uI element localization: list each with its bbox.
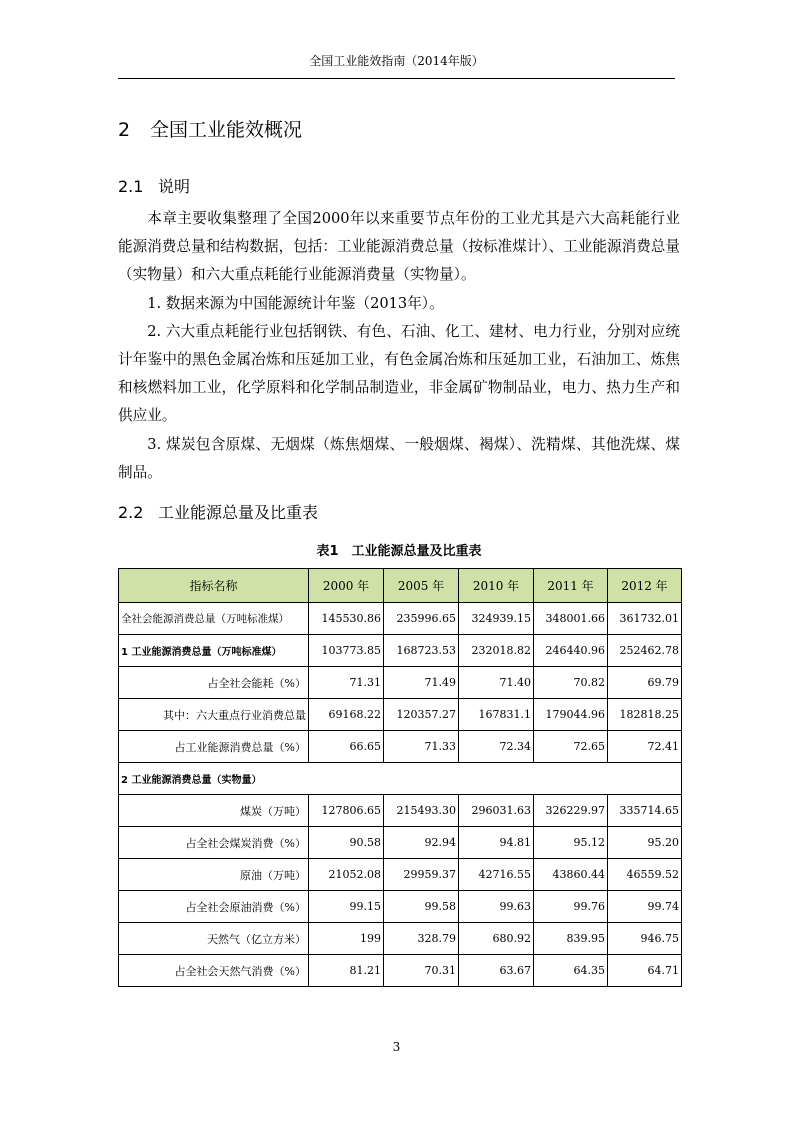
table-cell: 168723.53 (384, 635, 459, 667)
section-number: 2.1 (118, 177, 144, 196)
table-cell: 29959.37 (384, 859, 459, 891)
row-label: 其中：六大重点行业消费总量 (119, 699, 309, 731)
table-cell: 246440.96 (534, 635, 608, 667)
table-cell: 46559.52 (608, 859, 682, 891)
row-label: 原油（万吨） (119, 859, 309, 891)
energy-table (118, 568, 682, 987)
table-cell: 71.49 (384, 667, 459, 699)
row-label: 占全社会天然气消费（%） (119, 955, 309, 987)
table-cell: 235996.65 (384, 603, 459, 635)
table-cell: 42716.55 (459, 859, 534, 891)
table-cell: 326229.97 (534, 795, 608, 827)
table-cell: 99.74 (608, 891, 682, 923)
table-cell: 215493.30 (384, 795, 459, 827)
paragraph: 本章主要收集整理了全国2000年以来重要节点年份的工业尤其是六大高耗能行业能源消费总量和结构数据，包括：工业能源消费总量（按标准煤计）、工业能源消费总量（实物量）和六大重点耗能行业能源消费量（实物量）。 (118, 210, 680, 284)
table-cell: 71.33 (384, 731, 459, 763)
table-cell: 72.34 (459, 731, 534, 763)
table-cell: 324939.15 (459, 603, 534, 635)
table-row (119, 859, 682, 891)
table-cell: 71.40 (459, 667, 534, 699)
table-row (119, 635, 682, 667)
body-text (118, 205, 680, 487)
table-caption: 表1 工业能源总量及比重表 (316, 544, 482, 559)
table-row (119, 955, 682, 987)
row-label: 占全社会煤炭消费（%） (119, 827, 309, 859)
table-section-row (119, 763, 682, 795)
column-header: 2005 年 (384, 569, 459, 603)
table-cell: 946.75 (608, 923, 682, 955)
table-cell: 21052.08 (309, 859, 384, 891)
table-cell: 69168.22 (309, 699, 384, 731)
section-title: 说明 (158, 177, 191, 196)
table-cell: 145530.86 (309, 603, 384, 635)
table-cell: 92.94 (384, 827, 459, 859)
section-heading-2-2 (118, 501, 318, 525)
table-cell: 94.81 (459, 827, 534, 859)
table-cell: 90.58 (309, 827, 384, 859)
table-cell: 839.95 (534, 923, 608, 955)
paragraph: 2. 六大重点耗能行业包括钢铁、有色、石油、化工、建材、电力行业，分别对应统计年鉴中的黑色金属冶炼和压延加工业，有色金属冶炼和压延加工业，石油加工、炼焦和核燃料加工业，化学原料和化学制品制造业，非金属矿物制品业，电力、热力生产和供应业。 (118, 322, 680, 425)
table-row (119, 795, 682, 827)
table-cell: 252462.78 (608, 635, 682, 667)
section-number: 2.2 (118, 503, 144, 522)
table-row (119, 699, 682, 731)
table-cell: 296031.63 (459, 795, 534, 827)
table-cell: 71.31 (309, 667, 384, 699)
chapter-heading (118, 116, 302, 144)
table-cell: 99.15 (309, 891, 384, 923)
table-cell: 70.31 (384, 955, 459, 987)
chapter-title: 全国工业能效概况 (150, 119, 303, 141)
table-cell: 72.65 (534, 731, 608, 763)
row-label: 煤炭（万吨） (119, 795, 309, 827)
table-cell: 179044.96 (534, 699, 608, 731)
table-cell: 335714.65 (608, 795, 682, 827)
row-label: 2 工业能源消费总量（实物量） (119, 763, 682, 795)
table-cell: 95.20 (608, 827, 682, 859)
row-label: 1 工业能源消费总量（万吨标准煤） (119, 635, 309, 667)
section-heading-2-1 (118, 175, 190, 199)
table-cell: 103773.85 (309, 635, 384, 667)
table-cell: 69.79 (608, 667, 682, 699)
column-header: 指标名称 (119, 569, 309, 603)
page-number: 3 (392, 1040, 401, 1054)
row-label: 占全社会能耗（%） (119, 667, 309, 699)
row-label: 占工业能源消费总量（%） (119, 731, 309, 763)
table-cell: 182818.25 (608, 699, 682, 731)
table-cell: 81.21 (309, 955, 384, 987)
table-row (119, 923, 682, 955)
table-cell: 232018.82 (459, 635, 534, 667)
table-cell: 167831.1 (459, 699, 534, 731)
column-header: 2011 年 (534, 569, 608, 603)
table-cell: 348001.66 (534, 603, 608, 635)
table-row (119, 827, 682, 859)
table-cell: 72.41 (608, 731, 682, 763)
table-cell: 64.35 (534, 955, 608, 987)
table-row (119, 891, 682, 923)
table-cell: 99.63 (459, 891, 534, 923)
table-cell: 63.67 (459, 955, 534, 987)
table-row (119, 731, 682, 763)
row-label: 全社会能源消费总量（万吨标准煤） (119, 603, 309, 635)
column-header: 2010 年 (459, 569, 534, 603)
table-cell: 120357.27 (384, 699, 459, 731)
paragraph: 3. 煤炭包含原煤、无烟煤（炼焦烟煤、一般烟煤、褐煤）、洗精煤、其他洗煤、煤制品。 (118, 435, 680, 481)
column-header: 2000 年 (309, 569, 384, 603)
table-cell: 95.12 (534, 827, 608, 859)
row-label: 占全社会原油消费（%） (119, 891, 309, 923)
table-cell: 328.79 (384, 923, 459, 955)
table-cell: 43860.44 (534, 859, 608, 891)
table-cell: 199 (309, 923, 384, 955)
table-cell: 680.92 (459, 923, 534, 955)
table-header-row (119, 569, 682, 603)
table-cell: 127806.65 (309, 795, 384, 827)
table-cell: 64.71 (608, 955, 682, 987)
running-header: 全国工业能效指南（2014年版） (118, 48, 675, 79)
paragraph: 1. 数据来源为中国能源统计年鉴（2013年）。 (147, 294, 444, 312)
table-row (119, 667, 682, 699)
table-row (119, 603, 682, 635)
column-header: 2012 年 (608, 569, 682, 603)
table-cell: 99.58 (384, 891, 459, 923)
section-title: 工业能源总量及比重表 (158, 503, 319, 522)
table-cell: 361732.01 (608, 603, 682, 635)
table-cell: 66.65 (309, 731, 384, 763)
table-cell: 70.82 (534, 667, 608, 699)
table-cell: 99.76 (534, 891, 608, 923)
row-label: 天然气（亿立方米） (119, 923, 309, 955)
chapter-number: 2 (118, 119, 131, 141)
